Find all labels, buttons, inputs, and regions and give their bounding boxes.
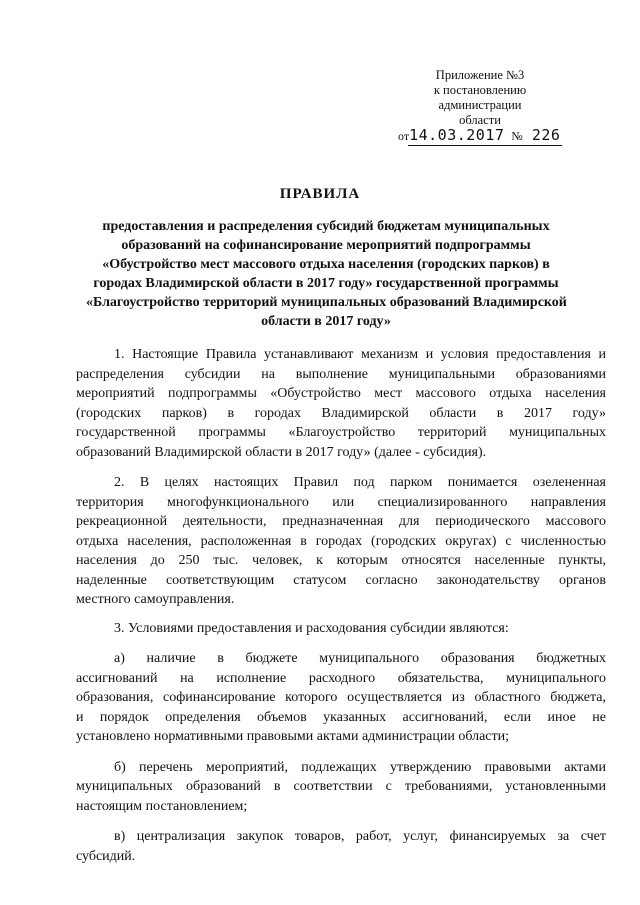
document-subtitle <box>86 217 566 331</box>
subtitle-line: «Благоустройство территорий муниципальных образований Владимирской <box>86 295 567 310</box>
paragraph-line: 3. Условиями предоставления и расходования субсидии являются: <box>114 620 509 636</box>
appendix-block <box>412 68 548 128</box>
paragraph-2 <box>76 473 606 610</box>
paragraph-line: настоящим постановлением; <box>76 798 248 814</box>
appendix-line: к постановлению <box>433 83 527 97</box>
document-title: ПРАВИЛА <box>279 186 361 202</box>
paragraph-line: территория многофункционального или специализированного направления <box>76 494 606 510</box>
paragraph-gap <box>76 747 606 758</box>
paragraph-gap <box>76 610 606 619</box>
paragraph-line: местного самоуправления. <box>76 592 235 607</box>
subtitle-line: образований на софинансирование мероприятий подпрограммы <box>121 238 531 253</box>
paragraph-line: наделенные соответствующим статусом согласно законодательству органов <box>76 572 606 588</box>
appendix-line: администрации <box>438 98 522 112</box>
paragraph-line: 1. Настоящие Правила устанавливают механизм и условия предоставления и <box>114 347 606 362</box>
number-value: 226 <box>531 126 561 144</box>
paragraph-line: населения до 250 тыс. человек, к которым относятся населенные пункты, <box>76 553 606 568</box>
paragraph-gap <box>76 638 606 649</box>
document-body <box>76 345 606 866</box>
appendix-line: области <box>459 113 501 127</box>
paragraph-line: и порядок определения объемов указанных ассигнований, если иное не <box>76 709 606 725</box>
paragraph-line: б) перечень мероприятий, подлежащих утверждению правовыми актами <box>114 759 606 775</box>
paragraph-line: муниципальных образований в соответствии с требованиями, установленными <box>76 779 606 794</box>
paragraph-3a <box>76 649 606 747</box>
subtitle-line: области в 2017 году» <box>261 314 391 329</box>
subtitle-line: предоставления и распределения субсидий бюджетам муниципальных <box>102 219 550 234</box>
appendix-date-line <box>398 126 560 144</box>
date-prefix: от <box>398 129 410 143</box>
paragraph-line: образований Владимирской области в 2017 году» (далее - субсидия). <box>76 444 487 460</box>
paragraph-3 <box>76 619 606 639</box>
paragraph-line: установлено нормативными правовыми актами администрации области; <box>76 729 510 744</box>
subtitle-line: городах Владимирской области в 2017 году» государственной программы <box>93 276 559 291</box>
appendix-line: Приложение №3 <box>435 68 525 82</box>
paragraph-line: распределения субсидии на выполнение муниципальными образованиями <box>76 366 606 382</box>
date-underline <box>408 145 562 146</box>
paragraph-line: 2. В целях настоящих Правил под парком понимается озелененная <box>114 475 606 490</box>
paragraph-line: в) централизация закупок товаров, работ, услуг, финансируемых за счет <box>114 829 606 844</box>
subtitle-line: «Обустройство мест массового отдыха населения (городских парков) в <box>102 257 550 272</box>
paragraph-line: субсидий. <box>76 848 136 864</box>
date-value: 14.03.2017 <box>409 126 505 144</box>
paragraph-line: а) наличие в бюджете муниципального образования бюджетных <box>114 651 606 666</box>
paragraph-line: рекреационной деятельности, предназначенная для периодического массового <box>76 514 606 529</box>
paragraph-line: образования, софинансирование которого осуществляется из областного бюджета, <box>76 690 606 705</box>
paragraph-gap <box>76 462 606 473</box>
paragraph-line: (городских парков) в городах Владимирской области в 2017 году» <box>76 405 606 421</box>
paragraph-1 <box>76 345 606 462</box>
number-prefix: № <box>511 129 523 143</box>
paragraph-line: мероприятий подпрограммы «Обустройство мест массового отдыха населения <box>76 386 606 401</box>
paragraph-line: ассигнований на исполнение расходного обязательства, муниципального <box>76 670 606 686</box>
paragraph-3b <box>76 758 606 817</box>
paragraph-gap <box>76 816 606 827</box>
paragraph-line: отдыха населения, расположенная в городах (городских округах) с численностью <box>76 533 606 549</box>
paragraph-3c <box>76 827 606 866</box>
paragraph-line: государственной программы «Благоустройство территорий муниципальных <box>76 425 606 440</box>
